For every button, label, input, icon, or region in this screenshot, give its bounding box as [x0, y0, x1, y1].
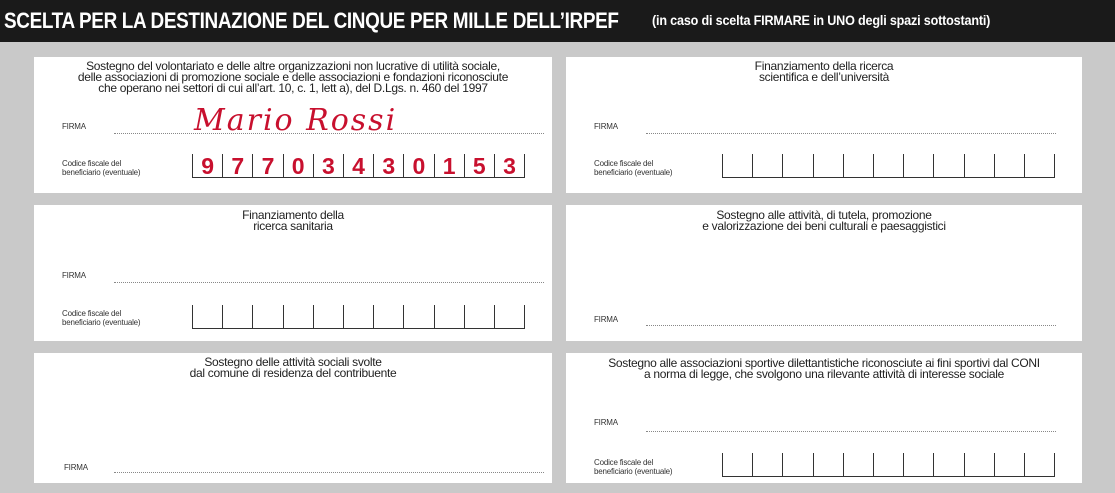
cf-input-box[interactable]: [722, 453, 1055, 477]
panel-title: Sostegno del volontariato e delle altre organizzazioni non lucrative di utilità sociale, delle associazioni di promozione sociale e delle associazioni e fondazioni riconosciute che operano nei settori di cui all’art. 10, c. 1, lett a), del D.Lgs. n. 460 del 1997: [77, 59, 509, 95]
cf-cell[interactable]: [934, 154, 964, 178]
form-title: SCELTA PER LA DESTINAZIONE DEL CINQUE PER MILLE DELL’IRPEF: [4, 8, 619, 33]
firma-label: FIRMA: [62, 122, 86, 131]
cf-cell[interactable]: [495, 305, 525, 329]
cf-digit: 4: [352, 153, 365, 179]
cf-digit: 1: [442, 153, 456, 179]
cf-cell[interactable]: [404, 305, 434, 329]
panel-ricerca-sanitaria: [34, 205, 552, 341]
cf-cell[interactable]: [344, 154, 374, 178]
cf-cell[interactable]: [814, 453, 844, 477]
cf-digit: 7: [231, 153, 245, 179]
cf-cell[interactable]: [404, 154, 434, 178]
firma-label: FIRMA: [594, 418, 618, 427]
cf-digit: 5: [472, 153, 486, 179]
cf-label: Codice fiscale del beneficiario (eventuale): [62, 159, 141, 177]
cf-digit: 0: [291, 153, 305, 179]
cf-cell[interactable]: [193, 305, 223, 329]
cf-cell[interactable]: [844, 453, 874, 477]
signature-line[interactable]: [114, 472, 544, 473]
cf-cell[interactable]: [374, 305, 404, 329]
cf-cell[interactable]: [904, 453, 934, 477]
firma-label: FIRMA: [594, 315, 618, 324]
cf-input-box[interactable]: [192, 305, 525, 329]
cf-label: Codice fiscale del beneficiario (eventuale): [62, 309, 141, 327]
cf-cell[interactable]: [253, 305, 283, 329]
cf-cell[interactable]: [934, 453, 964, 477]
panel-title: Finanziamento della ricerca sanitaria: [242, 208, 344, 233]
cf-cell[interactable]: [814, 154, 844, 178]
cf-digit: 3: [382, 153, 396, 179]
form-instruction: (in caso di scelta FIRMARE in UNO degli spazi sottostanti): [652, 12, 991, 28]
cf-cell[interactable]: [874, 453, 904, 477]
cf-cell[interactable]: [783, 453, 813, 477]
panel-title: Sostegno alle attività, di tutela, promozione e valorizzazione dei beni culturali e paesaggistici: [702, 208, 946, 233]
cf-cell[interactable]: [844, 154, 874, 178]
panel-title: Finanziamento della ricerca scientifica e dell’università: [754, 59, 894, 84]
cf-cell[interactable]: [223, 154, 253, 178]
cf-cell[interactable]: [495, 154, 525, 178]
cf-cell[interactable]: [253, 154, 283, 178]
cf-cell[interactable]: [435, 154, 465, 178]
cf-input-box[interactable]: [192, 154, 525, 178]
firma-label: FIRMA: [594, 122, 618, 131]
cf-input-box[interactable]: [722, 154, 1055, 178]
cf-cell[interactable]: [314, 305, 344, 329]
cf-cell[interactable]: [223, 305, 253, 329]
firma-label: FIRMA: [62, 271, 86, 280]
cf-digit: 9: [201, 153, 214, 179]
panel-volontariato: [34, 57, 552, 193]
signature-line[interactable]: [646, 325, 1056, 326]
signature-line[interactable]: [114, 282, 544, 283]
cf-cell[interactable]: [723, 154, 753, 178]
cf-cell[interactable]: [284, 154, 314, 178]
cf-cell[interactable]: [904, 154, 934, 178]
signature: Mario Rossi: [194, 103, 398, 138]
cf-cell[interactable]: [965, 154, 995, 178]
cf-cell[interactable]: [965, 453, 995, 477]
panel-comune: [34, 353, 552, 483]
form-header: [0, 0, 1115, 42]
signature-line[interactable]: [646, 133, 1056, 134]
cf-cell[interactable]: [783, 154, 813, 178]
cf-cell[interactable]: [874, 154, 904, 178]
cf-cell[interactable]: [1025, 154, 1055, 178]
cf-digit: 3: [321, 153, 335, 179]
cf-cell[interactable]: [465, 154, 495, 178]
panel-title: Sostegno delle attività sociali svolte dal comune di residenza del contribuente: [189, 355, 397, 380]
cf-cell[interactable]: [995, 453, 1025, 477]
signature-line[interactable]: [646, 431, 1056, 432]
cf-label: Codice fiscale del beneficiario (eventuale): [594, 458, 673, 476]
panel-sportive: [566, 353, 1082, 483]
panel-beni-culturali: [566, 205, 1082, 341]
cf-cell[interactable]: [723, 453, 753, 477]
cf-label: Codice fiscale del beneficiario (eventuale): [594, 159, 673, 177]
cf-cell[interactable]: [753, 453, 783, 477]
cf-cell[interactable]: [1025, 453, 1055, 477]
cf-cell[interactable]: [374, 154, 404, 178]
cf-cell[interactable]: [753, 154, 783, 178]
cf-cell[interactable]: [284, 305, 314, 329]
cf-cell[interactable]: [435, 305, 465, 329]
panel-ricerca-scientifica: [566, 57, 1082, 193]
cf-cell[interactable]: [314, 154, 344, 178]
panel-title: Sostegno alle associazioni sportive dilettantistiche riconosciute ai fini sportivi dal CONI a norma di legge, che svolgono una rilevante attività di interesse sociale: [608, 356, 1040, 381]
cf-digit: 3: [503, 153, 516, 179]
cf-cell[interactable]: [995, 154, 1025, 178]
firma-label: FIRMA: [64, 463, 88, 472]
cf-digit: 0: [412, 153, 426, 179]
cf-cell[interactable]: [193, 154, 223, 178]
cf-cell[interactable]: [344, 305, 374, 329]
cf-cell[interactable]: [465, 305, 495, 329]
cf-digit: 7: [261, 153, 275, 179]
